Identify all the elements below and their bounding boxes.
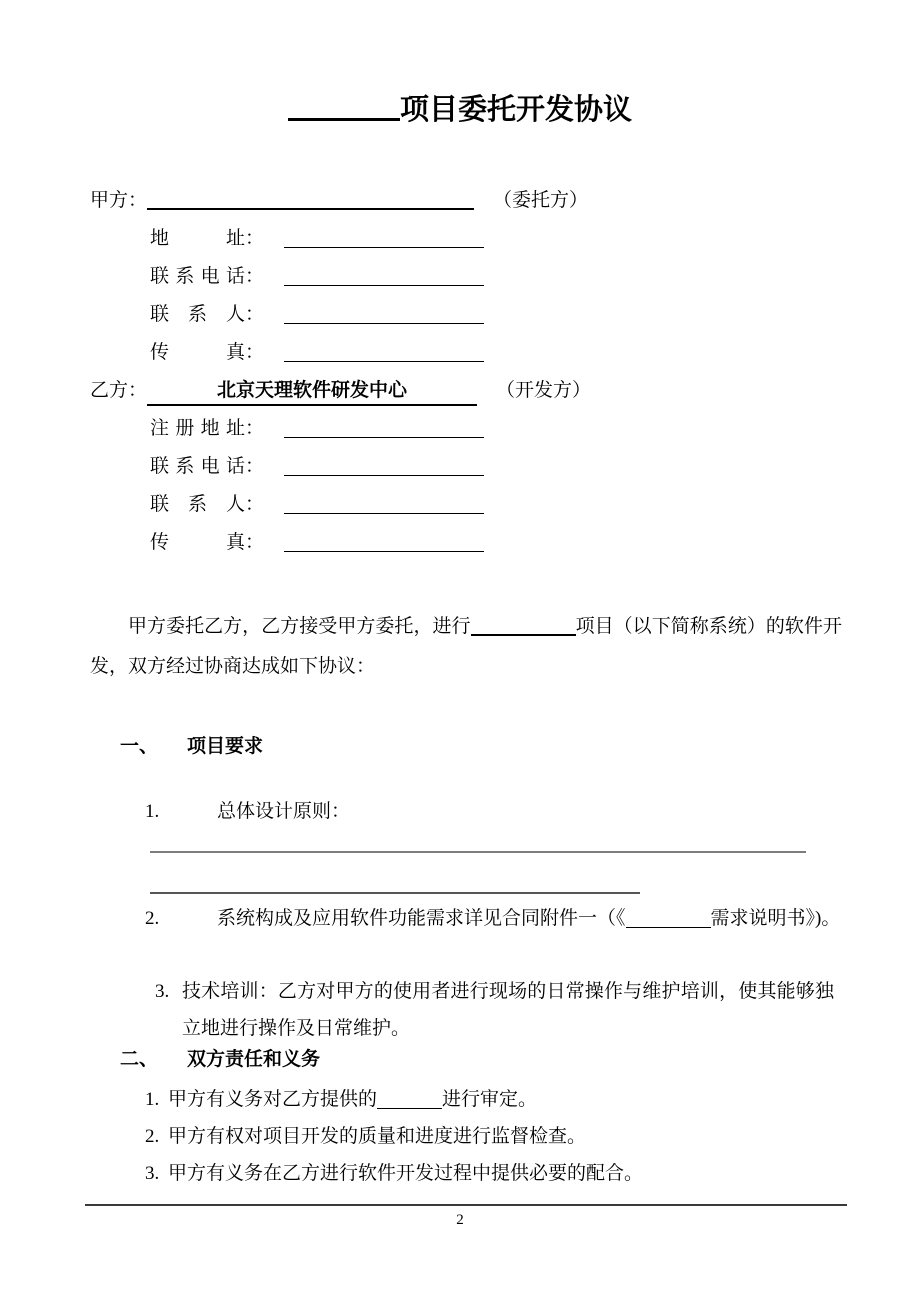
section-1-title: 项目要求 bbox=[187, 736, 264, 757]
section-1-number: 一、 bbox=[120, 736, 159, 757]
section-1-item-1 bbox=[145, 799, 350, 825]
parties-block bbox=[90, 182, 850, 562]
party-a-field-phone bbox=[90, 258, 850, 296]
field-label: 传真 bbox=[150, 342, 245, 363]
field-label: 联系电话 bbox=[150, 456, 245, 477]
item-text: 总体设计原则： bbox=[217, 801, 351, 822]
answer-fill-line bbox=[150, 892, 640, 894]
intro-text-before: 甲方委托乙方，乙方接受甲方委托，进行 bbox=[128, 616, 471, 637]
document-title bbox=[0, 88, 920, 131]
party-b-label: 乙方： bbox=[90, 380, 148, 401]
document-title-text: 项目委托开发协议 bbox=[399, 94, 632, 126]
label-colon: ： bbox=[245, 456, 265, 477]
fill-in-blank bbox=[284, 227, 484, 248]
field-label: 联系人 bbox=[150, 494, 245, 515]
party-a-row bbox=[90, 182, 850, 220]
page-number: 2 bbox=[456, 1212, 464, 1228]
intro-text-after: 项目（以下简称系统）的软件开发，双方经过协商达成如下协议： bbox=[90, 616, 842, 677]
fill-in-blank bbox=[284, 531, 484, 552]
section-1-heading bbox=[120, 734, 263, 760]
item-text-after: 进行审定。 bbox=[442, 1089, 538, 1110]
item-number: 3. bbox=[145, 1163, 160, 1184]
field-label: 联系人 bbox=[150, 304, 245, 325]
section-2-item-3 bbox=[145, 1155, 643, 1192]
party-a-name-blank bbox=[147, 188, 474, 210]
footer-divider bbox=[85, 1204, 847, 1206]
fill-in-blank bbox=[284, 265, 484, 286]
fill-in-blank bbox=[284, 455, 484, 476]
item-text-before: 甲方有义务对乙方提供的 bbox=[168, 1089, 378, 1110]
section-2-item-1 bbox=[145, 1081, 537, 1118]
intro-paragraph bbox=[90, 607, 842, 687]
field-label: 传真 bbox=[150, 532, 245, 553]
party-b-name: 北京天理软件研发中心 bbox=[147, 378, 477, 406]
party-a-label: 甲方： bbox=[90, 190, 148, 211]
fill-in-blank bbox=[377, 1088, 442, 1109]
section-2-heading bbox=[120, 1047, 320, 1073]
section-1-item-3 bbox=[155, 973, 834, 1047]
label-colon: ： bbox=[245, 494, 265, 515]
item-text-after: 需求说明书》)。 bbox=[710, 908, 841, 929]
label-colon: ： bbox=[245, 266, 265, 287]
party-a-field-fax bbox=[90, 334, 850, 372]
party-a-field-address bbox=[90, 220, 850, 258]
party-b-field-reg-address bbox=[90, 410, 850, 448]
label-colon: ： bbox=[245, 342, 265, 363]
item-number: 1. bbox=[145, 801, 160, 822]
answer-fill-line bbox=[150, 851, 806, 853]
party-b-field-phone bbox=[90, 448, 850, 486]
item-text: 技术培训：乙方对甲方的使用者进行现场的日常操作与维护培训，使其能够独立地进行操作及日常维护。 bbox=[182, 981, 834, 1039]
item-number: 1. bbox=[145, 1089, 160, 1110]
label-colon: ： bbox=[245, 304, 265, 325]
label-colon: ： bbox=[245, 418, 265, 439]
item-text-before: 系统构成及应用软件功能需求详见合同附件一（《 bbox=[217, 908, 626, 929]
fill-in-blank bbox=[284, 493, 484, 514]
label-colon: ： bbox=[245, 532, 265, 553]
fill-in-blank bbox=[284, 417, 484, 438]
item-text: 甲方有权对项目开发的质量和进度进行监督检查。 bbox=[168, 1126, 587, 1147]
section-2-number: 二、 bbox=[120, 1049, 159, 1070]
item-number: 3. bbox=[155, 981, 170, 1002]
party-b-field-contact bbox=[90, 486, 850, 524]
party-a-field-contact bbox=[90, 296, 850, 334]
title-fill-in-blank bbox=[288, 88, 400, 121]
item-number: 2. bbox=[145, 908, 160, 929]
label-colon: ： bbox=[245, 228, 265, 249]
fill-in-blank bbox=[471, 614, 576, 636]
party-b-field-fax bbox=[90, 524, 850, 562]
party-b-role: （开发方） bbox=[496, 380, 592, 401]
fill-in-blank bbox=[626, 907, 711, 928]
party-b-row bbox=[90, 372, 850, 410]
fill-in-blank bbox=[284, 341, 484, 362]
field-label: 联系电话 bbox=[150, 266, 245, 287]
section-1-item-2 bbox=[145, 906, 840, 932]
item-number: 2. bbox=[145, 1126, 160, 1147]
item-text: 甲方有义务在乙方进行软件开发过程中提供必要的配合。 bbox=[168, 1163, 644, 1184]
field-label: 地址 bbox=[150, 228, 245, 249]
field-label: 注册地址 bbox=[150, 418, 245, 439]
section-2-title: 双方责任和义务 bbox=[187, 1049, 321, 1070]
section-2-item-2 bbox=[145, 1118, 586, 1155]
fill-in-blank bbox=[284, 303, 484, 324]
party-a-role: （委托方） bbox=[493, 190, 589, 211]
